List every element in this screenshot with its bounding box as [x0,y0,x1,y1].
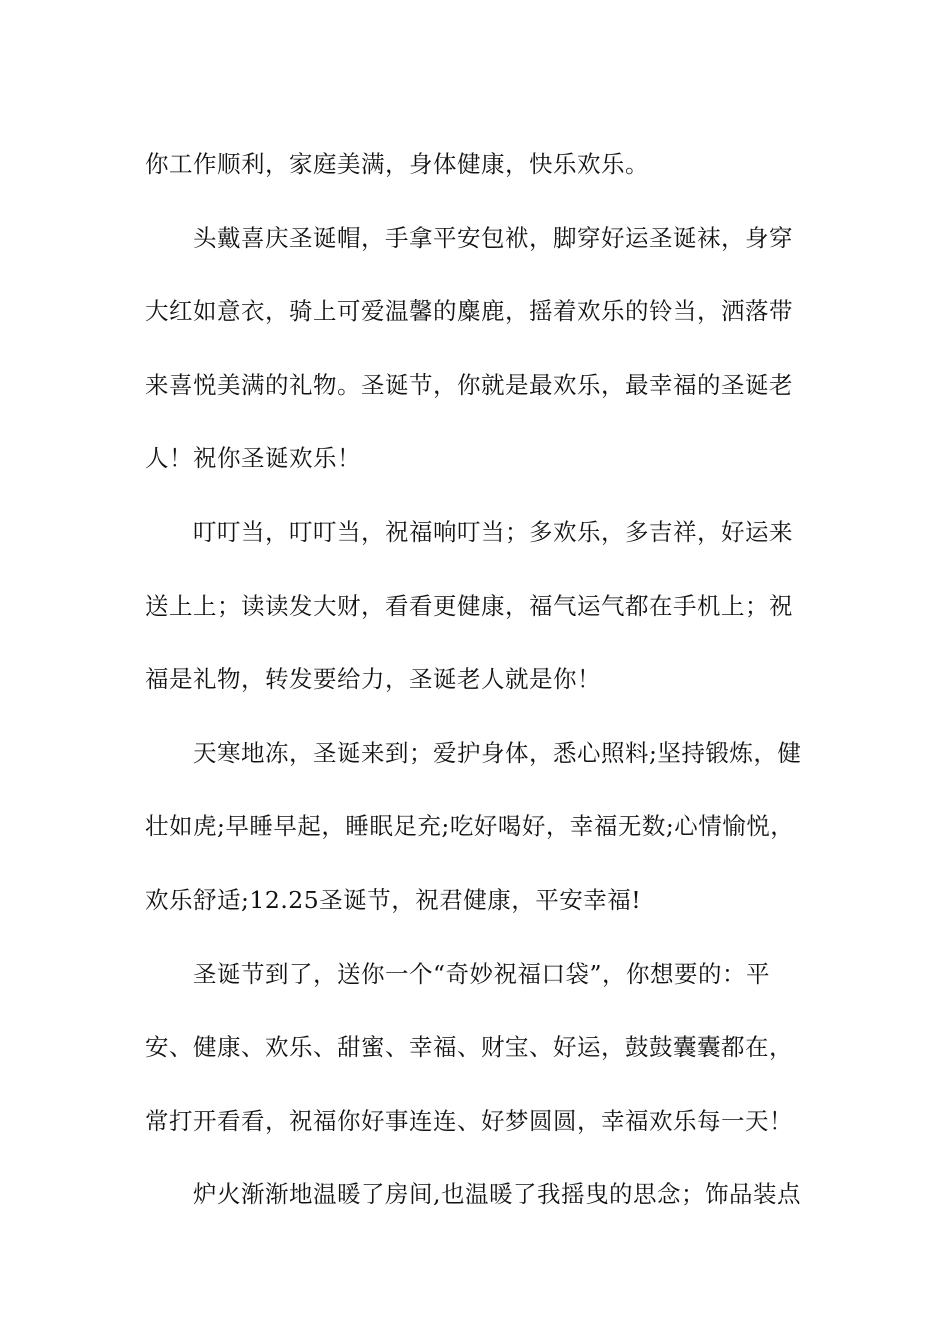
text-line: 圣诞节到了，送你一个“奇妙祝福口袋”，你想要的：平 [193,959,771,988]
text-line: 安、健康、欢乐、甜蜜、幸福、财宝、好运，鼓鼓囊囊都在， [145,1033,793,1062]
text-line: 来喜悦美满的礼物。圣诞节，你就是最欢乐，最幸福的圣诞老 [145,370,793,399]
text-line: 送上上；读读发大财，看看更健康，福气运气都在手机上；祝 [145,591,793,620]
document-body [145,128,810,1232]
text-line: 炉火渐渐地温暖了房间,也温暖了我摇曳的思念；饰品装点 [193,1180,801,1209]
text-line: 人！祝你圣诞欢乐！ [145,444,361,473]
text-line: 叮叮当，叮叮当，祝福响叮当；多欢乐，多吉祥，好运来 [193,517,793,546]
text-line: 福是礼物，转发要给力，圣诞老人就是你！ [145,665,601,694]
text-line: 欢乐舒适;12.25圣诞节，祝君健康，平安幸福! [145,885,642,914]
text-line: 头戴喜庆圣诞帽，手拿平安包袱，脚穿好运圣诞袜，身穿 [193,223,793,252]
text-line: 常打开看看，祝福你好事连连、好梦圆圆，幸福欢乐每一天！ [145,1106,793,1135]
text-line: 天寒地冻，圣诞来到；爱护身体，悉心照料;坚持锻炼，健 [193,738,802,767]
text-line: 你工作顺利，家庭美满，身体健康，快乐欢乐。 [145,150,649,178]
text-line: 大红如意衣，骑上可爱温馨的麋鹿，摇着欢乐的铃当，洒落带 [145,297,793,326]
text-line: 壮如虎;早睡早起，睡眠足充;吃好喝好，幸福无数;心情愉悦， [145,812,795,841]
